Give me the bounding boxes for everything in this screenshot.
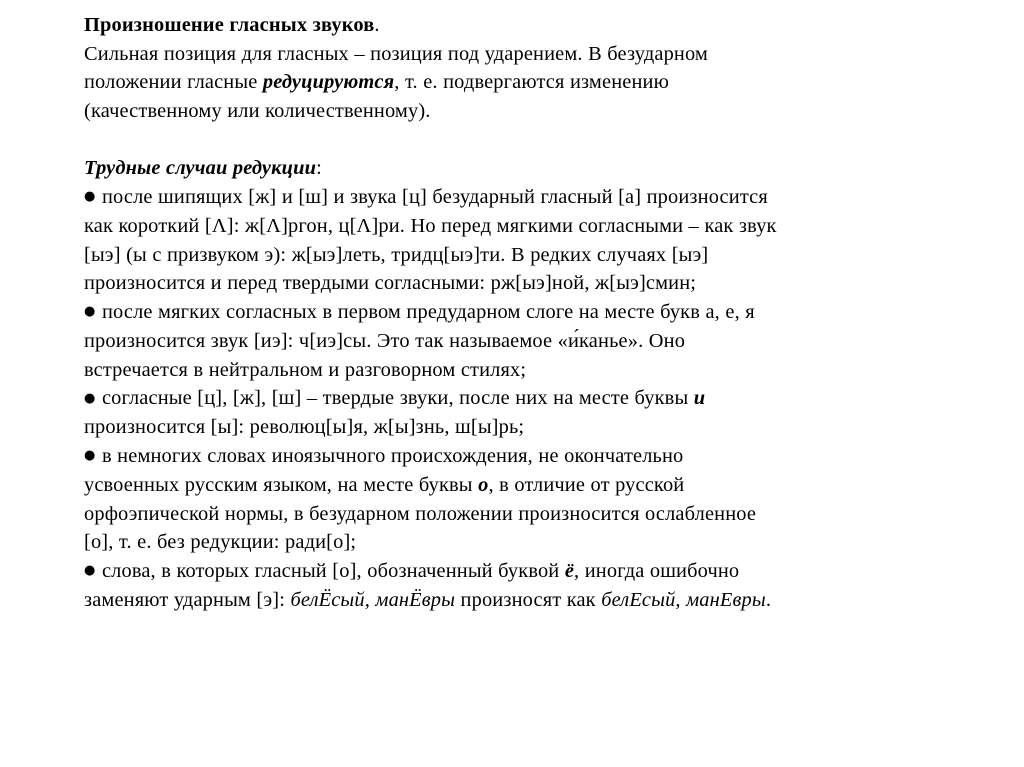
paragraph-spacer bbox=[84, 125, 962, 154]
text-run: произносится и перед твердыми согласными: рж[ыэ]ной, ж[ыэ]смин; bbox=[84, 272, 697, 295]
text-run: белЕсый, манЕвры bbox=[601, 588, 766, 611]
text-run: , т. е. подвергаются изменению bbox=[394, 71, 669, 94]
section-heading bbox=[84, 154, 962, 183]
text-run: . bbox=[765, 588, 772, 611]
text-line bbox=[84, 471, 962, 500]
text-line bbox=[84, 500, 962, 529]
text-run: после шипящих [ж] и [ш] и звука [ц] безударный гласный [а] произносится bbox=[101, 185, 768, 208]
bullet-list bbox=[84, 183, 962, 614]
text-line bbox=[84, 40, 962, 69]
text-run: [о], т. е. без редукции: ради[о]; bbox=[84, 531, 357, 554]
text-run: после мягких согласных в первом предударном слоге на месте букв а, е, я bbox=[101, 300, 755, 323]
list-item bbox=[84, 557, 962, 615]
bullet-icon: ● bbox=[84, 448, 96, 464]
text-run: заменяют ударным [э]: bbox=[84, 588, 291, 611]
text-line bbox=[84, 384, 962, 413]
intro-block bbox=[84, 11, 962, 125]
bullet-icon: ● bbox=[84, 390, 96, 406]
text-line bbox=[84, 586, 962, 615]
text-run: Произношение гласных звуков bbox=[84, 14, 375, 36]
text-run: белЁсый, манЁвры bbox=[290, 588, 456, 611]
text-run: Сильная позиция для гласных – позиция под ударением. В безударном bbox=[84, 42, 708, 65]
list-item bbox=[84, 298, 962, 384]
text-line bbox=[84, 269, 962, 298]
list-item bbox=[84, 442, 962, 557]
text-line bbox=[84, 528, 962, 557]
text-run: произносится [ы]: революц[ы]я, ж[ы]знь, ш[ы]рь; bbox=[84, 416, 525, 439]
text-line bbox=[84, 327, 962, 356]
text-run: , иногда ошибочно bbox=[574, 559, 740, 582]
text-run: усвоенных русским языком, на месте буквы bbox=[84, 473, 479, 496]
text-run: (качественному или количественному). bbox=[84, 99, 431, 122]
bullet-icon: ● bbox=[84, 563, 96, 579]
text-line bbox=[84, 97, 962, 126]
text-run: произносится звук [иэ]: ч[иэ]сы. Это так называемое «и́канье». Оно bbox=[84, 329, 686, 352]
intro-paragraph bbox=[84, 40, 962, 126]
difficult-cases-section bbox=[84, 154, 962, 614]
bullet-icon: ● bbox=[84, 189, 96, 205]
list-item bbox=[84, 183, 962, 298]
text-line bbox=[84, 298, 962, 327]
text-run: произносят как bbox=[455, 588, 602, 611]
text-line bbox=[84, 212, 962, 241]
text-run: : bbox=[316, 157, 322, 180]
text-run: слова, в которых гласный [о], обозначенный буквой bbox=[101, 559, 565, 582]
text-run: встречается в нейтральном и разговорном стилях; bbox=[84, 358, 527, 381]
text-run: редуцируются bbox=[262, 71, 395, 94]
text-line bbox=[84, 356, 962, 385]
text-run: [ыэ] (ы с призвуком э): ж[ыэ]леть, тридц[ыэ]ти. В редких случаях [ыэ] bbox=[84, 243, 709, 266]
text-run: положении гласные bbox=[84, 71, 263, 94]
text-run: Трудные случаи редукции bbox=[84, 157, 317, 180]
list-item bbox=[84, 384, 962, 442]
text-run: , в отличие от русской bbox=[488, 473, 685, 496]
text-line bbox=[84, 413, 962, 442]
page-title bbox=[84, 11, 962, 40]
text-run: и bbox=[693, 387, 706, 410]
text-run: как короткий [Λ]: ж[Λ]ргон, ц[Λ]ри. Но перед мягкими согласными – как звук bbox=[84, 215, 777, 238]
text-run: орфоэпической нормы, в безударном положении произносится ослабленное bbox=[84, 502, 757, 525]
text-line bbox=[84, 557, 962, 586]
text-line bbox=[84, 183, 962, 212]
text-line bbox=[84, 241, 962, 270]
text-line bbox=[84, 442, 962, 471]
text-run: согласные [ц], [ж], [ш] – твердые звуки, после них на месте буквы bbox=[101, 387, 694, 410]
text-run: . bbox=[374, 14, 380, 36]
bullet-icon: ● bbox=[84, 304, 96, 320]
text-line bbox=[84, 68, 962, 97]
text-run: о bbox=[478, 473, 489, 496]
text-run: в немногих словах иноязычного происхождения, не окончательно bbox=[101, 444, 684, 467]
text-run: ё bbox=[564, 559, 575, 582]
